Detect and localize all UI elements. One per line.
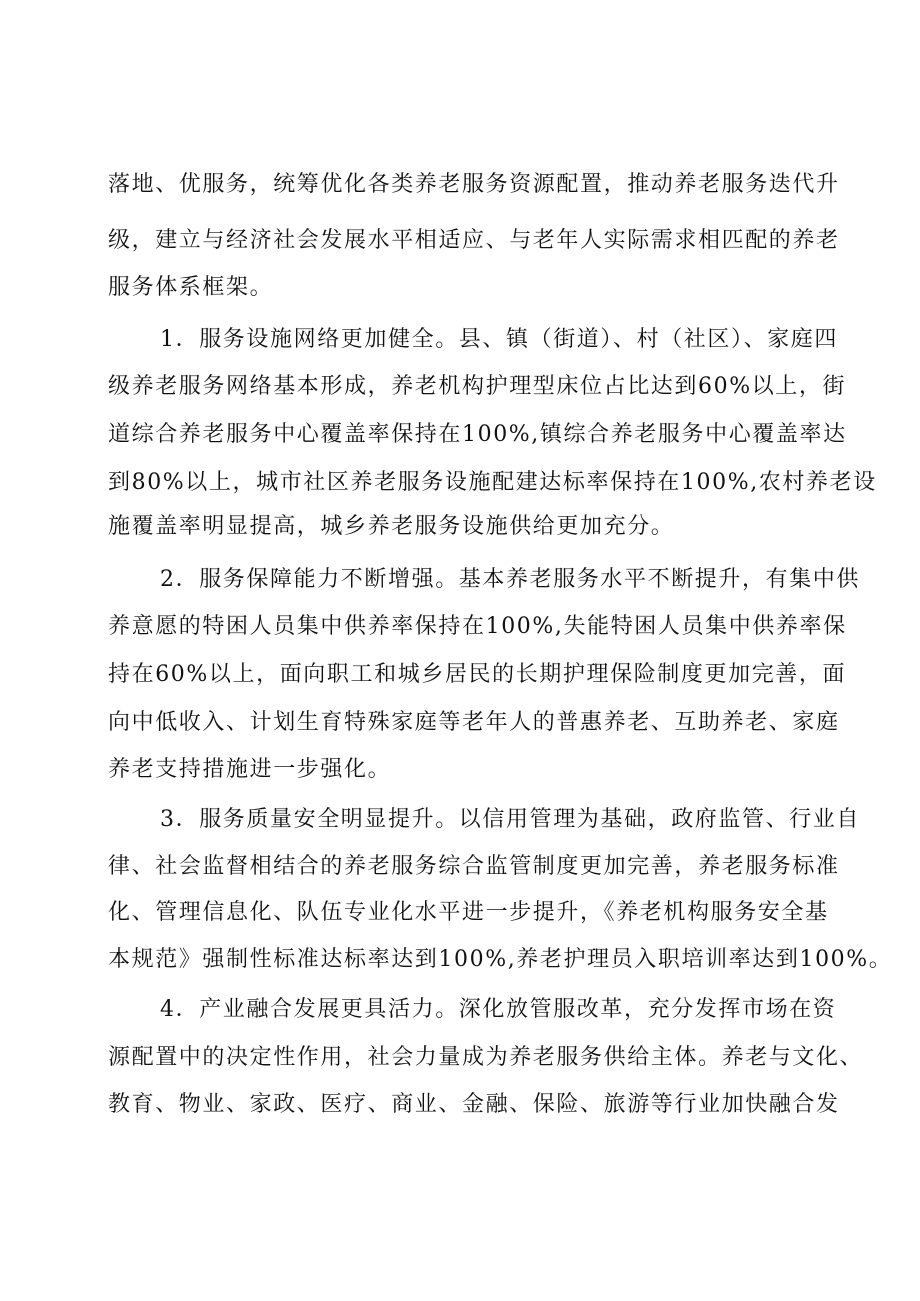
item-1-line-3: 道综合养老服务中心覆盖率保持在100%,镇综合养老服务中心覆盖率达 — [108, 422, 847, 447]
item-4-line-2: 源配置中的决定性作用，社会力量成为养老服务供给主体。养老与文化、 — [108, 1045, 864, 1070]
item-3-line-4: 本规范》强制性标准达标率达到100%,养老护理员入职培训率达到100%。 — [108, 947, 893, 972]
item-3-line-2: 律、社会监督相结合的养老服务综合监管制度更加完善，养老服务标准 — [108, 854, 840, 879]
item-4-line-3: 教育、物业、家政、医疗、商业、金融、保险、旅游等行业加快融合发 — [108, 1092, 840, 1117]
item-2-line-4: 向中低收入、计划生育特殊家庭等老年人的普惠养老、互助养老、家庭 — [108, 710, 840, 735]
item-1-line-2: 级养老服务网络基本形成，养老机构护理型床位占比达到60%以上，街 — [108, 374, 847, 399]
item-2-line-2: 养意愿的特困人员集中供养率保持在100%,失能特困人员集中供养率保 — [108, 614, 847, 639]
item-3-line-1: 3．服务质量安全明显提升。以信用管理为基础，政府监管、行业自 — [160, 807, 860, 832]
item-2-line-3: 持在60%以上，面向职工和城乡居民的长期护理保险制度更加完善，面 — [108, 662, 847, 687]
intro-line-1: 落地、优服务，统筹优化各类养老服务资源配置，推动养老服务迭代升 — [108, 172, 840, 197]
item-3-line-3: 化、管理信息化、队伍专业化水平进一步提升，《养老机构服务安全基 — [108, 900, 829, 925]
item-1-line-1: 1．服务设施网络更加健全。县、镇（街道）、村（社区）、家庭四 — [160, 327, 838, 352]
item-2-line-5: 养老支持措施进一步强化。 — [108, 757, 392, 782]
intro-line-3: 服务体系框架。 — [108, 275, 274, 300]
item-4-line-1: 4．产业融合发展更具活力。深化放管服改革，充分发挥市场在资 — [160, 997, 837, 1022]
item-2-line-1: 2．服务保障能力不断增强。基本养老服务水平不断提升，有集中供 — [160, 567, 860, 592]
intro-line-2: 级，建立与经济社会发展水平相适应、与老年人实际需求相匹配的养老 — [108, 228, 840, 253]
item-1-line-4: 到80%以上，城市社区养老服务设施配建达标率保持在100%,农村养老设 — [108, 470, 877, 495]
item-1-line-5: 施覆盖率明显提高，城乡养老服务设施供给更加充分。 — [108, 514, 675, 539]
